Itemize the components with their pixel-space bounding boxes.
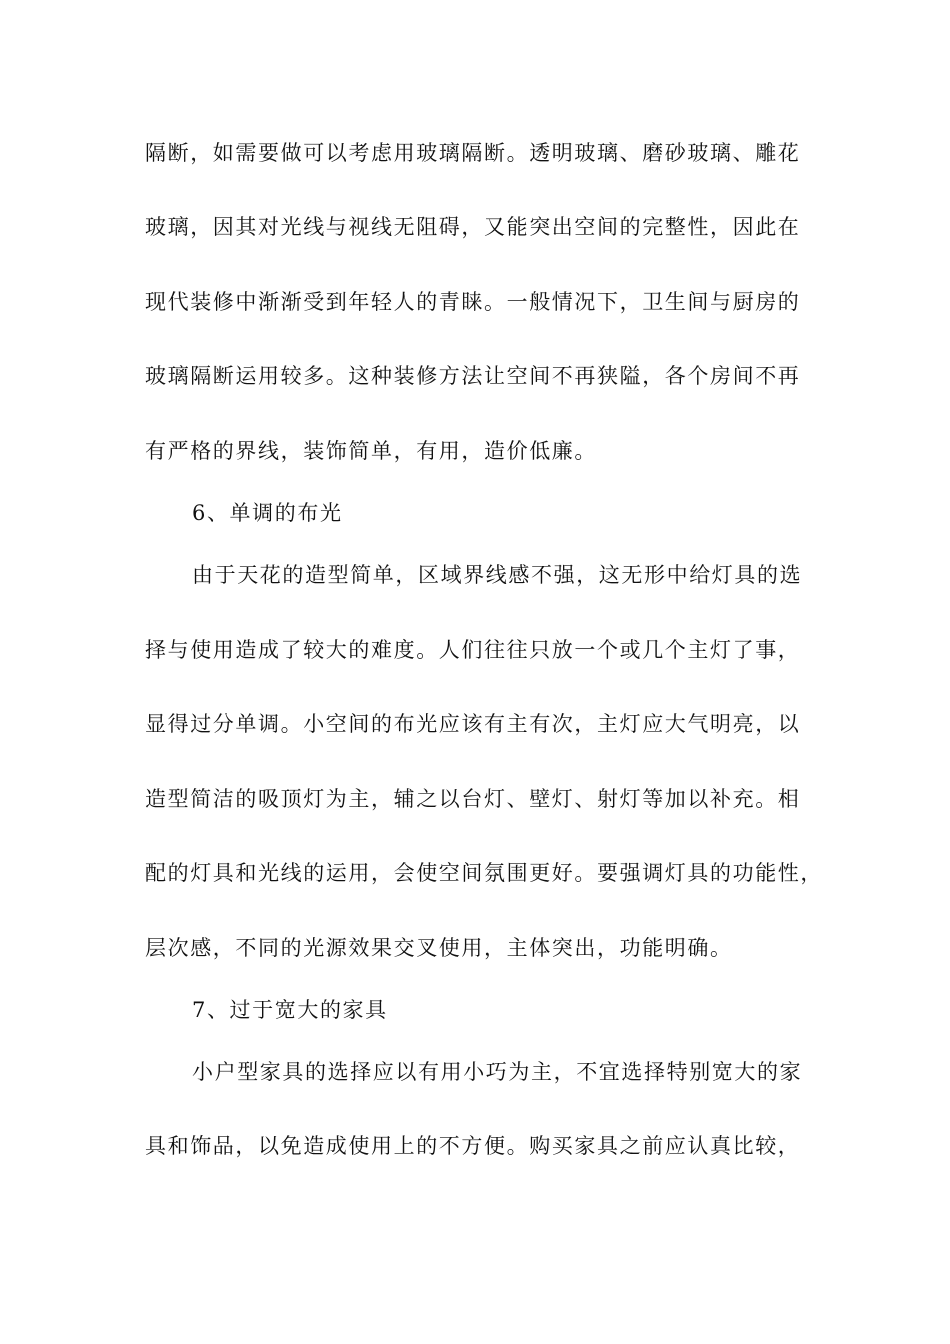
- paragraph-line: 玻璃，因其对光线与视线无阻碍，又能突出空间的完整性，因此在: [145, 215, 801, 239]
- section-heading-7: 7、过于宽大的家具: [192, 998, 388, 1022]
- paragraph-line: 具和饰品，以免造成使用上的不方便。购买家具之前应认真比较，: [145, 1134, 801, 1158]
- paragraph-line: 小户型家具的选择应以有用小巧为主，不宜选择特别宽大的家: [192, 1060, 803, 1084]
- paragraph-line: 现代装修中渐渐受到年轻人的青睐。一般情况下，卫生间与厨房的: [145, 290, 801, 314]
- paragraph-line: 显得过分单调。小空间的布光应该有主有次，主灯应大气明亮，以: [145, 712, 801, 736]
- paragraph-line: 由于天花的造型简单，区域界线感不强，这无形中给灯具的选: [192, 563, 803, 587]
- paragraph-line: 玻璃隔断运用较多。这种装修方法让空间不再狭隘，各个房间不再: [145, 364, 801, 388]
- paragraph-line: 配的灯具和光线的运用，会使空间氛围更好。要强调灯具的功能性，: [145, 861, 823, 885]
- paragraph-line: 隔断，如需要做可以考虑用玻璃隔断。透明玻璃、磨砂玻璃、雕花: [145, 141, 801, 165]
- section-heading-6: 6、单调的布光: [192, 501, 343, 525]
- paragraph-line: 择与使用造成了较大的难度。人们往往只放一个或几个主灯了事，: [145, 638, 801, 662]
- paragraph-line: 有严格的界线，装饰简单，有用，造价低廉。: [145, 439, 597, 463]
- paragraph-line: 造型简洁的吸顶灯为主，辅之以台灯、壁灯、射灯等加以补充。相: [145, 787, 801, 811]
- paragraph-line: 层次感，不同的光源效果交叉使用，主体突出，功能明确。: [145, 936, 733, 960]
